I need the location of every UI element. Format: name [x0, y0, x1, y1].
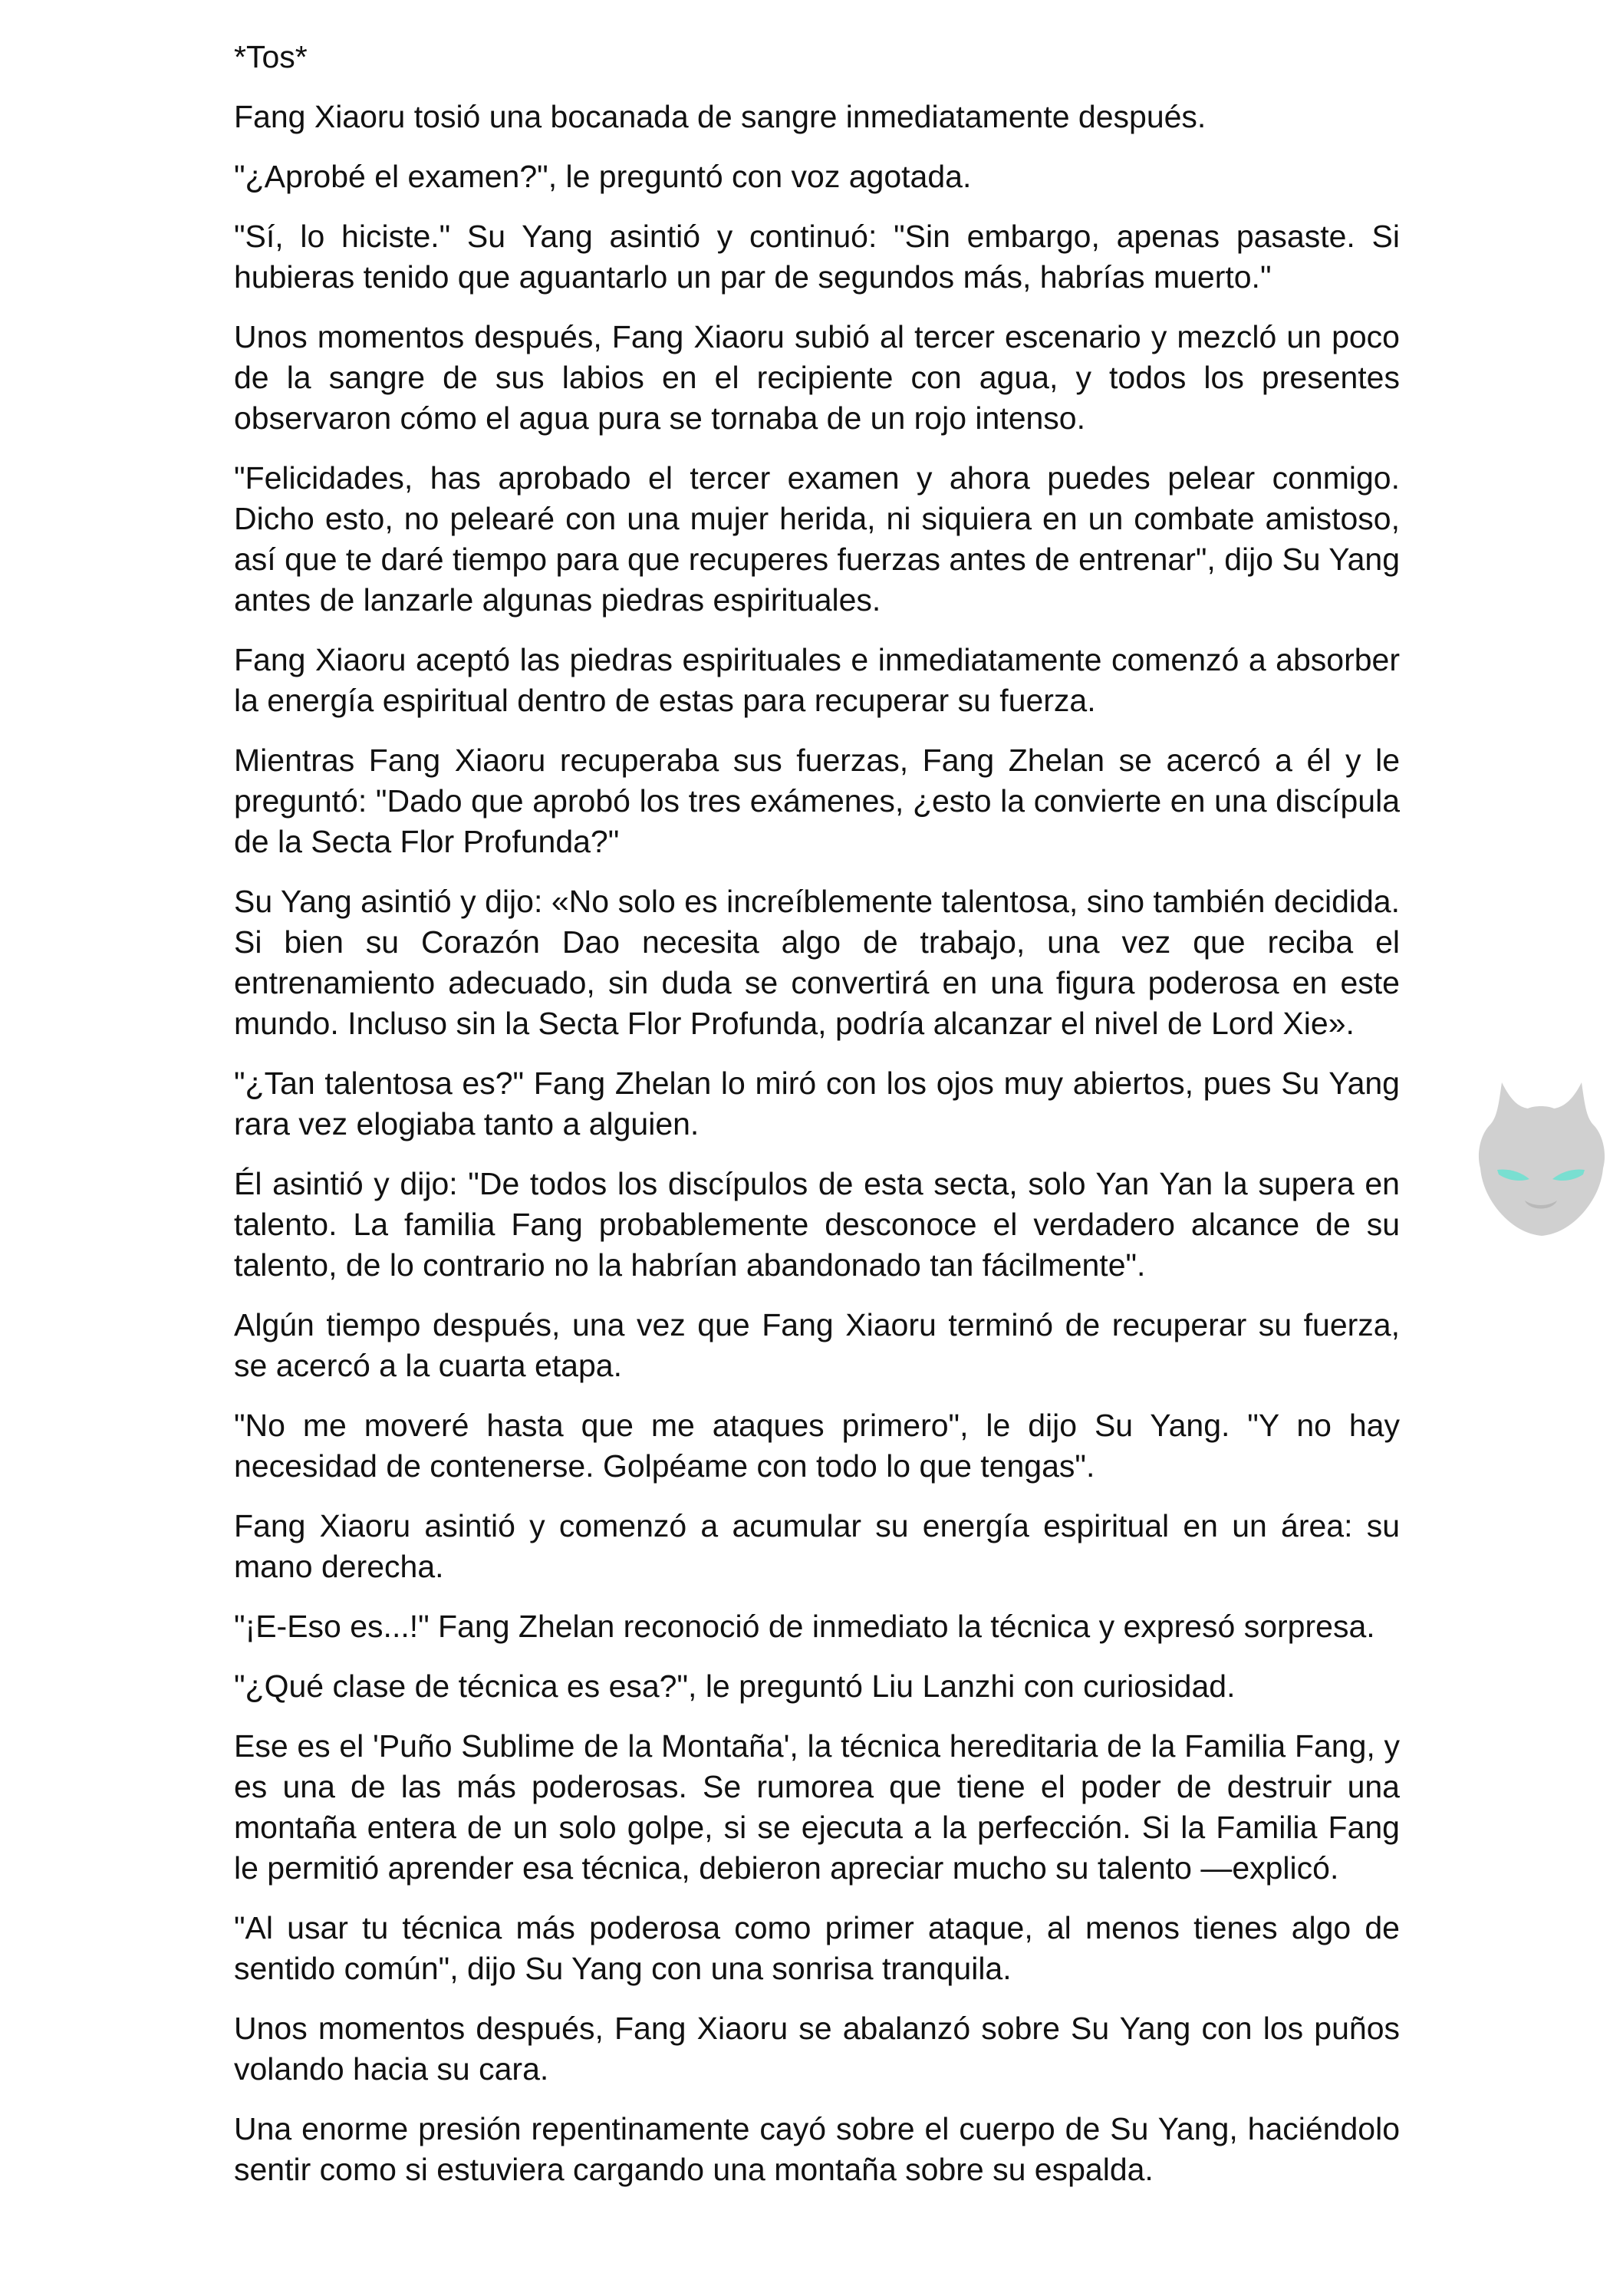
paragraph-20: Una enorme presión repentinamente cayó sobre el cuerpo de Su Yang, haciéndolo sentir como si estuviera cargando una montaña sobre su espalda. — [234, 2111, 1400, 2187]
paragraph-6: "Felicidades, has aprobado el tercer examen y ahora puedes pelear conmigo. Dicho esto, no pelearé con una mujer herida, ni siquiera en un combate amistoso, así que te daré tiempo para que recuperes fuerzas antes de entrenar", dijo Su Yang antes de lanzarle algunas piedras espirituales. — [234, 460, 1400, 618]
document-body — [234, 37, 1400, 2209]
paragraph-12: Algún tiempo después, una vez que Fang Xiaoru terminó de recuperar su fuerza, se acercó a la cuarta etapa. — [234, 1307, 1400, 1383]
paragraph-16: "¿Qué clase de técnica es esa?", le preguntó Liu Lanzhi con curiosidad. — [234, 1668, 1236, 1704]
paragraph-18: "Al usar tu técnica más poderosa como primer ataque, al menos tienes algo de sentido común", dijo Su Yang con una sonrisa tranquila. — [234, 1910, 1400, 1986]
paragraph-13: "No me moveré hasta que me ataques primero", le dijo Su Yang. "Y no hay necesidad de contenerse. Golpéame con todo lo que tengas". — [234, 1408, 1400, 1484]
paragraph-2: Fang Xiaoru tosió una bocanada de sangre inmediatamente después. — [234, 99, 1207, 134]
paragraph-15: "¡E-Eso es...!" Fang Zhelan reconoció de inmediato la técnica y expresó sorpresa. — [234, 1609, 1375, 1644]
paragraph-19: Unos momentos después, Fang Xiaoru se abalanzó sobre Su Yang con los puños volando hacia su cara. — [234, 2011, 1400, 2087]
paragraph-11: Él asintió y dijo: "De todos los discípulos de esta secta, solo Yan Yan la supera en talento. La familia Fang probablemente desconoce el verdadero alcance de su talento, de lo contrario no la habrían abandonado tan fácilmente". — [234, 1166, 1400, 1283]
paragraph-9: Su Yang asintió y dijo: «No solo es increíblemente talentosa, sino también decidida. Si bien su Corazón Dao necesita algo de trabajo, una vez que reciba el entrenamiento adecuado, sin duda se convertirá en una figura poderosa en este mundo. Incluso sin la Secta Flor Profunda, podría alcanzar el nivel de Lord Xie». — [234, 884, 1400, 1041]
paragraph-17: Ese es el 'Puño Sublime de la Montaña', la técnica hereditaria de la Familia Fang, y es una de las más poderosas. Se rumorea que tiene el poder de destruir una montaña entera de un solo golpe, si se ejecuta a la perfección. Si la Familia Fang le permitió aprender esa técnica, debieron apreciar mucho su talento —explicó. — [234, 1728, 1400, 1886]
demon-head-icon — [1471, 1078, 1611, 1239]
paragraph-7: Fang Xiaoru aceptó las piedras espirituales e inmediatamente comenzó a absorber la energía espiritual dentro de estas para recuperar su fuerza. — [234, 642, 1400, 718]
paragraph-8: Mientras Fang Xiaoru recuperaba sus fuerzas, Fang Zhelan se acercó a él y le preguntó: "Dado que aprobó los tres exámenes, ¿esto la convierte en una discípula de la Secta Flor Profunda?" — [234, 743, 1400, 859]
paragraph-5: Unos momentos después, Fang Xiaoru subió al tercer escenario y mezcló un poco de la sangre de sus labios en el recipiente con agua, y todos los presentes observaron cómo el agua pura se tornaba de un rojo intenso. — [234, 319, 1400, 436]
paragraph-10: "¿Tan talentosa es?" Fang Zhelan lo miró con los ojos muy abiertos, pues Su Yang rara vez elogiaba tanto a alguien. — [234, 1066, 1400, 1141]
paragraph-14: Fang Xiaoru asintió y comenzó a acumular su energía espiritual en un área: su mano derecha. — [234, 1508, 1400, 1584]
paragraph-3: "¿Aprobé el examen?", le preguntó con voz agotada. — [234, 159, 972, 194]
paragraph-1: *Tos* — [234, 39, 308, 74]
paragraph-4: "Sí, lo hiciste." Su Yang asintió y continuó: "Sin embargo, apenas pasaste. Si hubieras tenido que aguantarlo un par de segundos más, habrías muerto." — [234, 219, 1400, 295]
